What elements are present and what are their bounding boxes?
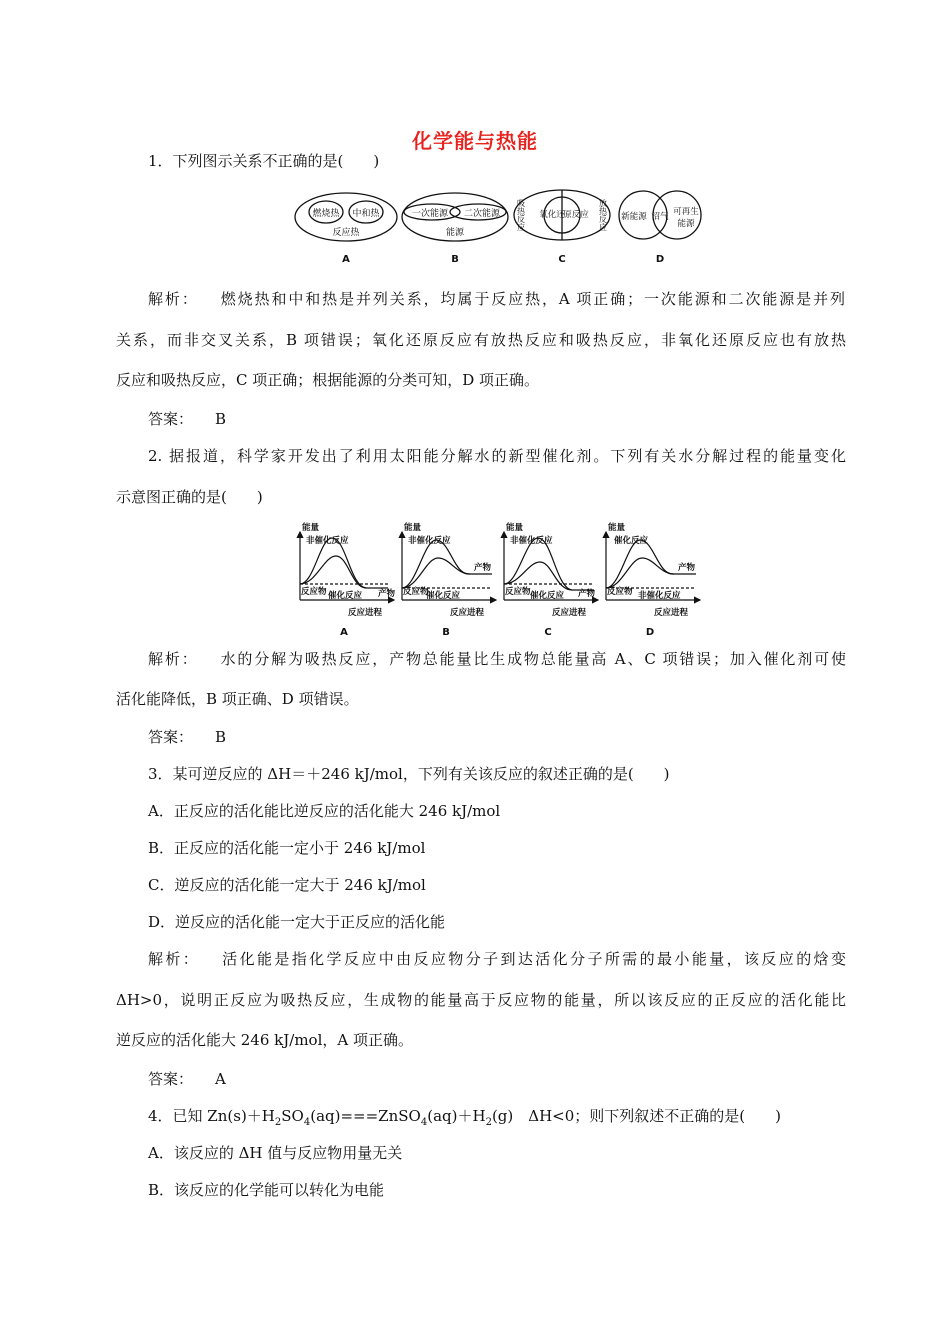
graph-d-upper: 催化反应 bbox=[614, 536, 649, 546]
venn-a-inner2: 中和热 bbox=[352, 209, 380, 219]
venn-d-right1: 可再生 bbox=[673, 207, 699, 217]
venn-d-label: D bbox=[655, 254, 665, 265]
venn-c-right: 放热反应 bbox=[598, 199, 608, 231]
page-title: 化学能与热能 bbox=[412, 129, 538, 153]
q2-analysis-label: 解析： bbox=[148, 650, 199, 668]
q4-stem: 4．已知 $Zn(s)+H_2SO_4(aq)===ZnSO_4(aq)+H_2(g)$ ΔH<0；则下列叙述不正确的是( ) bbox=[148, 1107, 781, 1128]
graph-d-ylabel: 能量 bbox=[608, 523, 626, 533]
graph-b-product: 产物 bbox=[474, 563, 492, 573]
q1-analysis-label: 解析： bbox=[148, 290, 199, 308]
graph-b-reactant: 反应物 bbox=[403, 587, 429, 597]
venn-c-middle1: 氧化还 bbox=[539, 210, 565, 220]
graph-c-product: 产物 bbox=[578, 589, 596, 599]
q3-answer-label: 答案： bbox=[148, 1070, 194, 1088]
graph-b-ylabel: 能量 bbox=[404, 523, 422, 533]
q3-analysis-line-2: ΔH>0，说明正反应为吸热反应，生成物的能量高于反应物的能量，所以该反应的正反应的活化能比 bbox=[116, 991, 846, 1009]
venn-b-outer: 能源 bbox=[445, 228, 465, 238]
venn-b-inner1: 一次能源 bbox=[411, 209, 449, 219]
q3-analysis-label: 解析： bbox=[148, 950, 201, 968]
graph-a-ylabel: 能量 bbox=[302, 523, 320, 533]
q2-energy-graphs bbox=[294, 518, 706, 644]
q2-analysis-line-2: 活化能降低，B 项正确、D 项错误。 bbox=[116, 690, 359, 708]
graph-c-reactant: 反应物 bbox=[505, 587, 531, 597]
q3-analysis-line-1: 解析： 活化能是指化学反应中由反应物分子到达活化分子所需的最小能量，该反应的焓变 bbox=[148, 950, 846, 968]
venn-c-middle2: 原反应 bbox=[563, 210, 589, 220]
q3-option-b: B．正反应的活化能一定小于 246 kJ/mol bbox=[148, 839, 426, 857]
graph-b-label: B bbox=[442, 627, 450, 638]
graph-a-xlabel: 反应进程 bbox=[348, 608, 383, 618]
venn-a-label: A bbox=[342, 254, 350, 265]
graph-c-xlabel: 反应进程 bbox=[552, 608, 587, 618]
graph-b-upper: 非催化反应 bbox=[408, 536, 451, 546]
graph-a-product: 产物 bbox=[378, 589, 396, 599]
venn-d-left: 新能源 bbox=[621, 212, 647, 222]
q3-stem: 3．某可逆反应的 ΔH＝＋246 kJ/mol，下列有关该反应的叙述正确的是( ) bbox=[148, 765, 670, 783]
venn-b-inner2: 二次能源 bbox=[463, 209, 501, 219]
q3-analysis-line-3: 逆反应的活化能大 246 kJ/mol，A 项正确。 bbox=[116, 1031, 413, 1049]
venn-b-label: B bbox=[451, 254, 459, 265]
q2-stem-line-1: 2. 据报道，科学家开发出了利用太阳能分解水的新型催化剂。下列有关水分解过程的能量变化 bbox=[148, 447, 846, 465]
q1-analysis-line-2: 关系，而非交叉关系，B 项错误；氧化还原反应有放热反应和吸热反应，非氧化还原反应也有放热 bbox=[116, 331, 846, 349]
graph-a-upper: 非催化反应 bbox=[306, 536, 349, 546]
q3-option-c: C．逆反应的活化能一定大于 246 kJ/mol bbox=[148, 876, 426, 894]
venn-c-label: C bbox=[558, 254, 566, 265]
graph-a-label: A bbox=[340, 627, 348, 638]
q2-analysis-line-1: 解析： 水的分解为吸热反应，产物总能量比生成物总能量高 A、C 项错误；加入催化剂可使 bbox=[148, 650, 846, 668]
q1-analysis-line-1: 解析： 燃烧热和中和热是并列关系，均属于反应热，A 项正确；一次能源和二次能源是并列 bbox=[148, 290, 845, 308]
q3-answer: 答案： A bbox=[148, 1070, 226, 1088]
q3-option-d: D．逆反应的活化能一定大于正反应的活化能 bbox=[148, 913, 446, 931]
graph-d-lower: 非催化反应 bbox=[638, 591, 681, 601]
q1-answer-label: 答案： bbox=[148, 410, 194, 428]
graph-d-product: 产物 bbox=[678, 563, 696, 573]
q2-answer: 答案： B bbox=[148, 728, 227, 746]
graph-a-reactant: 反应物 bbox=[301, 587, 327, 597]
graph-c-upper: 非催化反应 bbox=[510, 536, 553, 546]
graph-c-ylabel: 能量 bbox=[506, 523, 524, 533]
venn-c-left: 吸热反应 bbox=[516, 199, 526, 231]
venn-d-right2: 能源 bbox=[677, 219, 695, 229]
q1-answer: 答案： B bbox=[148, 410, 227, 428]
graph-b-lower: 催化反应 bbox=[426, 591, 461, 601]
q4-option-b: B．该反应的化学能可以转化为电能 bbox=[148, 1181, 385, 1199]
q2-stem-line-2: 示意图正确的是( ) bbox=[116, 488, 263, 506]
q4-option-a: A．该反应的 ΔH 值与反应物用量无关 bbox=[148, 1144, 403, 1162]
q1-analysis-line-3: 反应和吸热反应，C 项正确；根据能源的分类可知，D 项正确。 bbox=[116, 371, 540, 389]
graph-a-lower: 催化反应 bbox=[328, 591, 363, 601]
graph-b-xlabel: 反应进程 bbox=[450, 608, 485, 618]
q2-answer-label: 答案： bbox=[148, 728, 194, 746]
graph-d-reactant: 反应物 bbox=[607, 587, 633, 597]
graph-c-lower: 催化反应 bbox=[530, 591, 565, 601]
venn-a-outer: 反应热 bbox=[332, 228, 360, 238]
q3-option-a: A．正反应的活化能比逆反应的活化能大 246 kJ/mol bbox=[148, 802, 501, 820]
q1-stem: 1．下列图示关系不正确的是( ) bbox=[148, 152, 380, 170]
venn-d-middle: 沼气 bbox=[651, 212, 669, 222]
graph-c-label: C bbox=[544, 627, 552, 638]
graph-d-label: D bbox=[645, 627, 655, 638]
graph-d-xlabel: 反应进程 bbox=[654, 608, 689, 618]
q1-venn-diagrams bbox=[290, 186, 710, 268]
venn-a-inner1: 燃烧热 bbox=[312, 209, 340, 219]
